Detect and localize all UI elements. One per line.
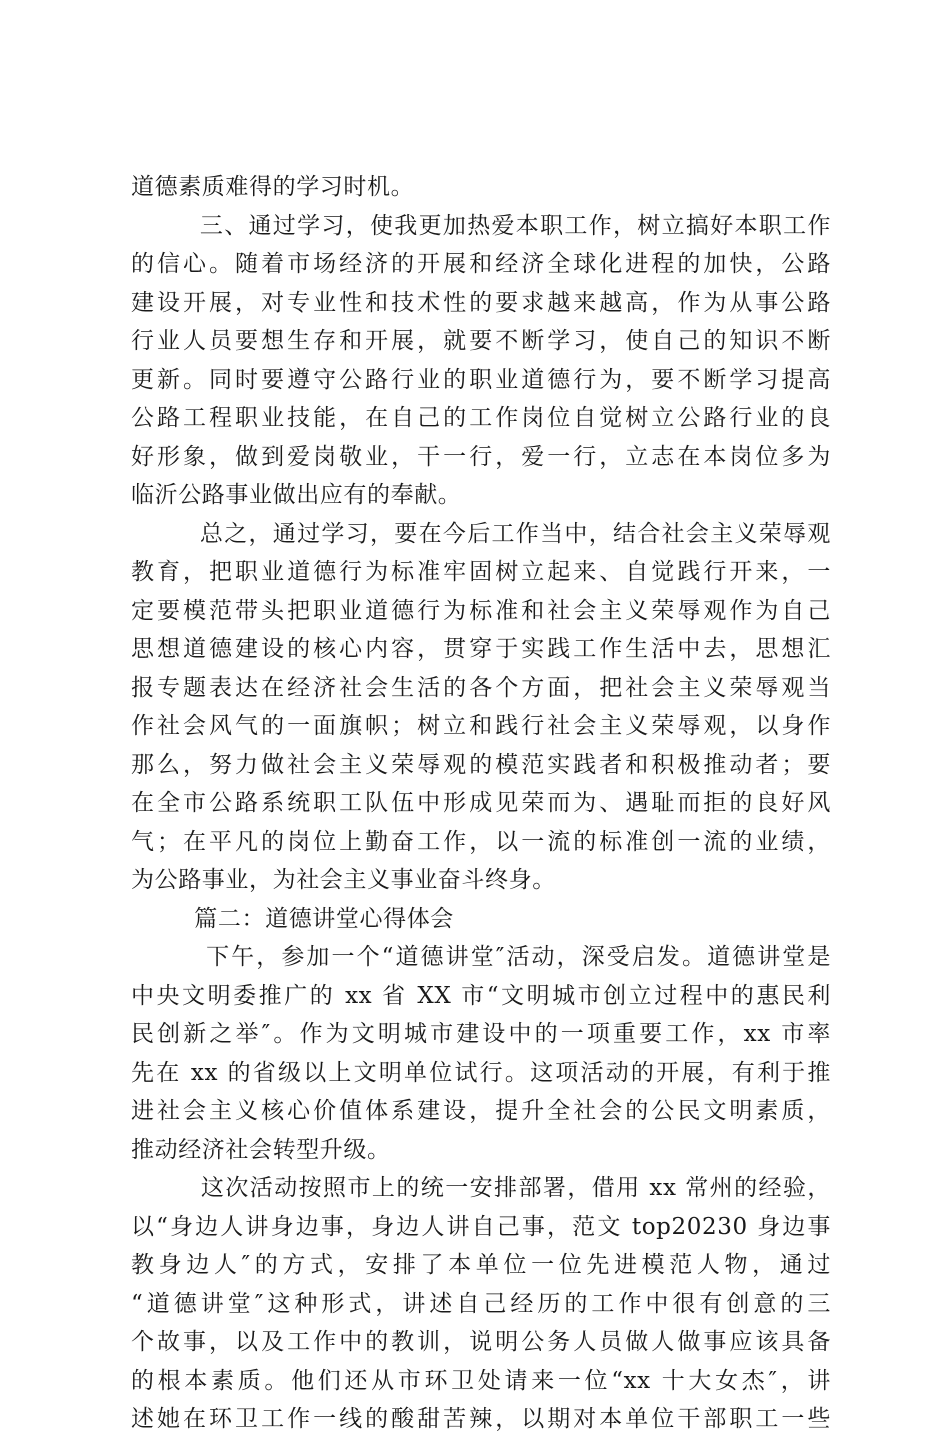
text-line: 三、通过学习，使我更加热爱本职工作，树立搞好本职工作 [131, 212, 831, 239]
text-line: 作社会风气的一面旗帜；树立和践行社会主义荣辱观，以身作 [131, 713, 831, 739]
text-line: 推动经济社会转型升级。 [131, 1136, 391, 1163]
text-line: 气；在平凡的岗位上勤奋工作，以一流的标准创一流的业绩， [131, 828, 831, 855]
text-line: 民创新之举″。作为文明城市建设中的一项重要工作，xx 市率 [131, 1021, 831, 1047]
text-line: 那么，努力做社会主义荣辱观的模范实践者和积极推动者；要 [131, 751, 831, 778]
text-line: 篇二：道德讲堂心得体会 [131, 905, 454, 932]
text-line: “道德讲堂″这种形式，讲述自己经历的工作中很有创意的三 [131, 1290, 831, 1317]
text-line: 临沂公路事业做出应有的奉献。 [131, 482, 462, 508]
document-body [131, 168, 831, 1439]
text-line: 更新。同时要遵守公路行业的职业道德行为，要不断学习提高 [131, 366, 831, 393]
text-line: 报专题表达在经济社会生活的各个方面，把社会主义荣辱观当 [131, 674, 831, 701]
text-line: 教身边人″的方式，安排了本单位一位先进模范人物，通过 [131, 1252, 831, 1278]
text-line: 定要模范带头把职业道德行为标准和社会主义荣辱观作为自己 [131, 597, 831, 624]
text-line: 这次活动按照市上的统一安排部署，借用 xx 常州的经验， [131, 1175, 831, 1201]
text-line: 进社会主义核心价值体系建设，提升全社会的公民文明素质， [131, 1098, 831, 1124]
text-line: 先在 xx 的省级以上文明单位试行。这项活动的开展，有利于推 [131, 1059, 831, 1086]
text-line: 个故事，以及工作中的教训，说明公务人员做人做事应该具备 [131, 1329, 831, 1355]
text-line: 为公路事业，为社会主义事业奋斗终身。 [131, 867, 556, 893]
text-line: 在全市公路系统职工队伍中形成见荣而为、遇耻而拒的良好风 [131, 790, 831, 816]
text-line: 教育，把职业道德行为标准牢固树立起来、自觉践行开来，一 [131, 559, 831, 585]
text-line: 以“身边人讲身边事，身边人讲自己事，范文 top20230 身边事 [131, 1213, 831, 1240]
text-line: 公路工程职业技能，在自己的工作岗位自觉树立公路行业的良 [131, 405, 831, 431]
text-line: 的信心。随着市场经济的开展和经济全球化进程的加快，公路 [131, 251, 831, 277]
text-line: 中央文明委推广的 xx 省 XX 市“文明城市创立过程中的惠民利 [131, 982, 831, 1009]
text-line: 建设开展，对专业性和技术性的要求越来越高，作为从事公路 [131, 289, 831, 316]
text-line: 思想道德建设的核心内容，贯穿于实践工作生活中去，思想汇 [131, 636, 831, 662]
text-line: 好形象，做到爱岗敬业，干一行，爱一行，立志在本岗位多为 [131, 443, 831, 470]
text-line: 下午，参加一个“道德讲堂″活动，深受启发。道德讲堂是 [131, 944, 831, 970]
text-line: 行业人员要想生存和开展，就要不断学习，使自己的知识不断 [131, 328, 831, 354]
text-line: 总之，通过学习，要在今后工作当中，结合社会主义荣辱观 [131, 520, 831, 547]
text-line: 道德素质难得的学习时机。 [131, 174, 415, 200]
text-line: 述她在环卫工作一线的酸甜苦辣，以期对本单位干部职工一些 [131, 1406, 831, 1432]
text-line: 的根本素质。他们还从市环卫处请来一位“xx 十大女杰″，讲 [131, 1367, 831, 1394]
